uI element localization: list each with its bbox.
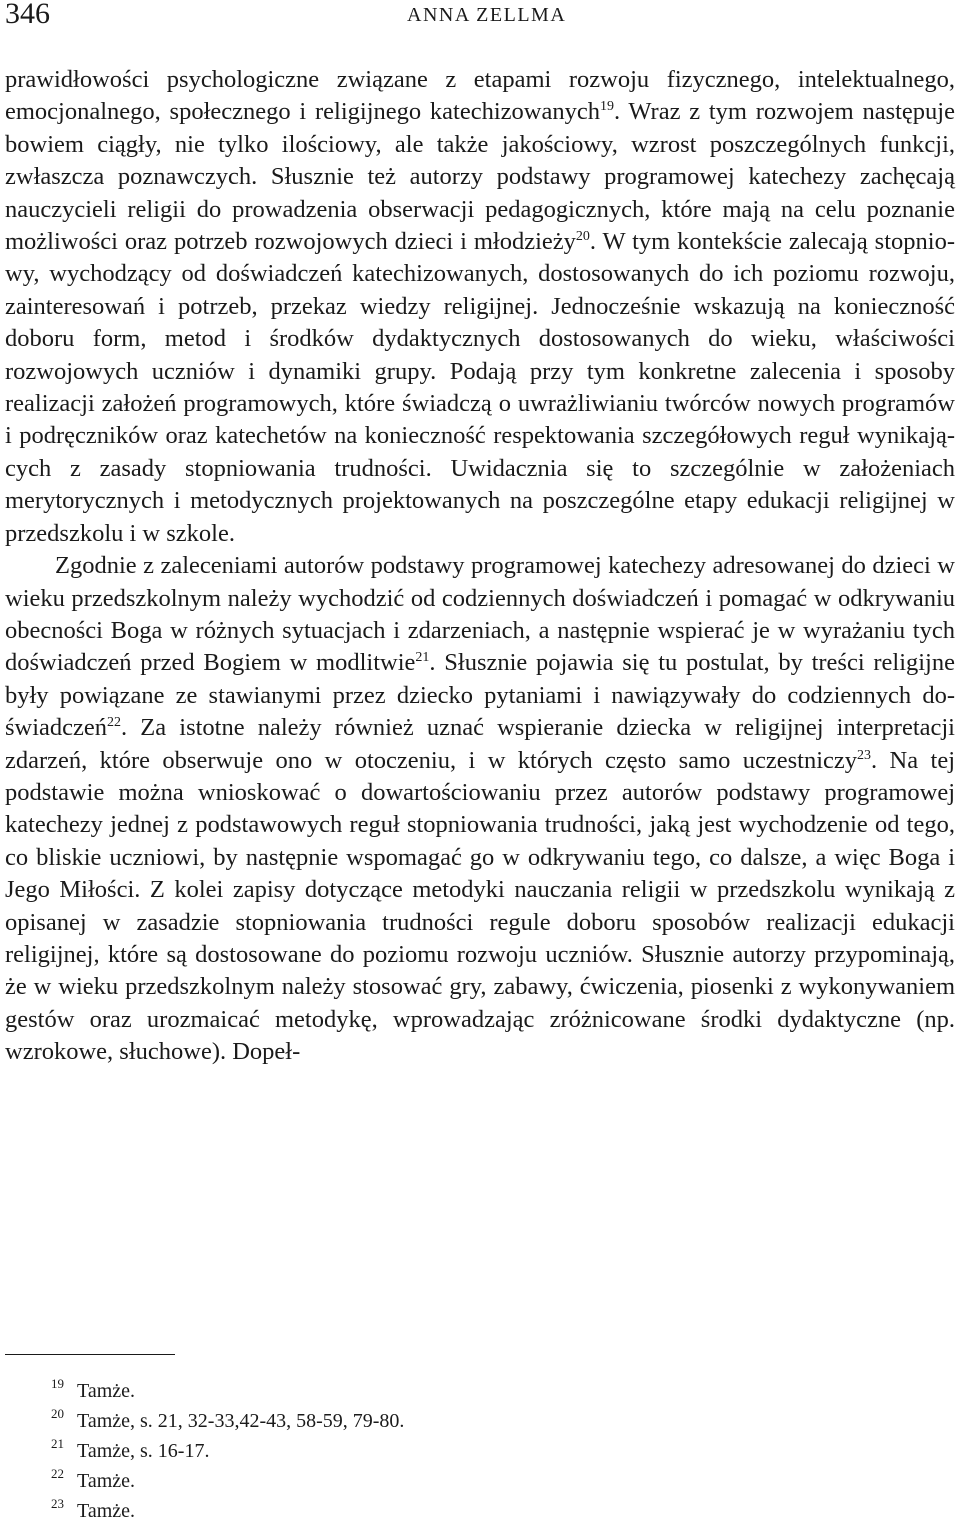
text-run: . Słusznie pojawia się tu postulat, by treści religijne były powiązane ze stawianymi przez dziecko pytaniami i nawiązywały do codziennych doświadczeń	[5, 649, 955, 742]
footnote	[5, 1406, 905, 1436]
paragraph	[5, 550, 955, 1069]
text-run: . Wraz z tym rozwojem następuje bowiem ciągły, nie tylko ilościowy, ale także jakościowy, wzrost poszczególnych funkcji, zwłaszcza poznawczych. Słusznie też autorzy podstawy programowej katechezy zachęcają nauczycieli religii do prowadzenia obserwacji pedagogicznych, które mają na celu poznanie możliwości oraz potrzeb rozwojowych dzieci i młodzieży	[5, 98, 955, 256]
running-head: ANNA ZELLMA	[407, 4, 567, 26]
footnote-text: Tamże, s. 16-17.	[77, 1440, 210, 1462]
footnote-number: 23	[51, 1496, 64, 1511]
footnote-number: 20	[51, 1406, 64, 1421]
footnote-ref: 19	[599, 99, 614, 115]
text-run: . Na tej podstawie można wnioskować o dowartościowaniu przez autorów podstawy programowej katechezy jednej z podstawowych reguł stopniowania trudności, jaką jest wychodzenie od tego, co bliskie uczniowi, by następnie wspomagać go w odkrywaniu tego, co dalsze, a więc Boga i Jego Miłości. Z kolei zapisy dotyczące metodyki nauczania religii w przedszkolu wynikają z opisanej w zasadzie stopniowania trudności regule doboru sposobów realizacji edukacji religijnej, które są dostosowane do poziomu rozwoju uczniów. Słusznie autorzy przypominają, że w wieku przedszkolnym należy stosować gry, zabawy, ćwiczenia, piosenki z wykonywaniem gestów oraz urozmaicać metodykę, wprowadzając zróżnicowane środki dydaktyczne (np. wzrokowe, słuchowe). Dopeł-	[5, 746, 956, 1066]
footnote-ref: 22	[107, 715, 122, 731]
footnote-text: Tamże.	[77, 1470, 136, 1492]
footnote-number: 22	[51, 1466, 64, 1481]
footnote-ref: 23	[857, 747, 872, 763]
text-run: . W tym kontekście zalecają stopniowy, wychodzący od doświadczeń katechizowanych, dostosowanych do ich poziomu rozwoju, zainteresowań i potrzeb, przekaz wiedzy religijnej. Jednocześnie wskazują na konieczność doboru form, metod i środków dydaktycznych dostosowanych do wieku, właściwości rozwojowych uczniów i dynamiki grupy. Podają przy tym konkretne zalecenia i sposoby realizacji założeń programowych, które świadczą o uwrażliwianiu twórców nowych programów i podręczników oraz katechetów na konieczność respektowania szczegółowych reguł wynikających z zasady stopniowania trudności. Uwidacznia się to szczególnie w założeniach merytorycznych i metodycznych projektowanych na poszczególne etapy edukacji religijnej w przedszkolu i w szkole.	[5, 228, 955, 547]
text-run: . Za istotne należy również uznać wspieranie dziecka w religijnej interpretacji zdarzeń, które obserwuje ono w otoczeniu, i w których często samo uczestniczy	[5, 714, 955, 774]
footnote	[5, 1496, 905, 1526]
footnote-ref: 20	[575, 228, 590, 244]
footnote-divider	[5, 1354, 175, 1355]
text-run: Zgodnie z zaleceniami autorów podstawy programowej katechezy adresowanej do dzieci w wieku przedszkolnym należy wychodzić od codziennych doświadczeń i pomagać w odkrywaniu obecności Boga w różnych sytuacjach i zdarzeniach, a następnie wspierać je w wyrażaniu tych doświadczeń przed Bogiem w modlitwie	[5, 552, 955, 677]
paragraph	[5, 64, 955, 550]
footnotes	[5, 1376, 905, 1526]
body-text	[5, 64, 955, 1069]
footnote	[5, 1436, 905, 1466]
footnote-number: 19	[51, 1376, 64, 1391]
page-number: 346	[5, 0, 50, 30]
footnote-ref: 21	[415, 650, 430, 666]
footnote-text: Tamże.	[77, 1380, 136, 1402]
footnote	[5, 1376, 905, 1406]
page-header	[5, 0, 960, 30]
footnote	[5, 1466, 905, 1496]
footnote-text: Tamże.	[77, 1500, 136, 1522]
footnote-text: Tamże, s. 21, 32-33,42-43, 58-59, 79-80.	[77, 1410, 405, 1432]
text-run: prawidłowości psychologiczne związane z etapami rozwoju fizycznego, intelektualnego, emocjonalnego, społecznego i religijnego katechizowanych	[5, 66, 955, 126]
footnote-number: 21	[51, 1436, 64, 1451]
